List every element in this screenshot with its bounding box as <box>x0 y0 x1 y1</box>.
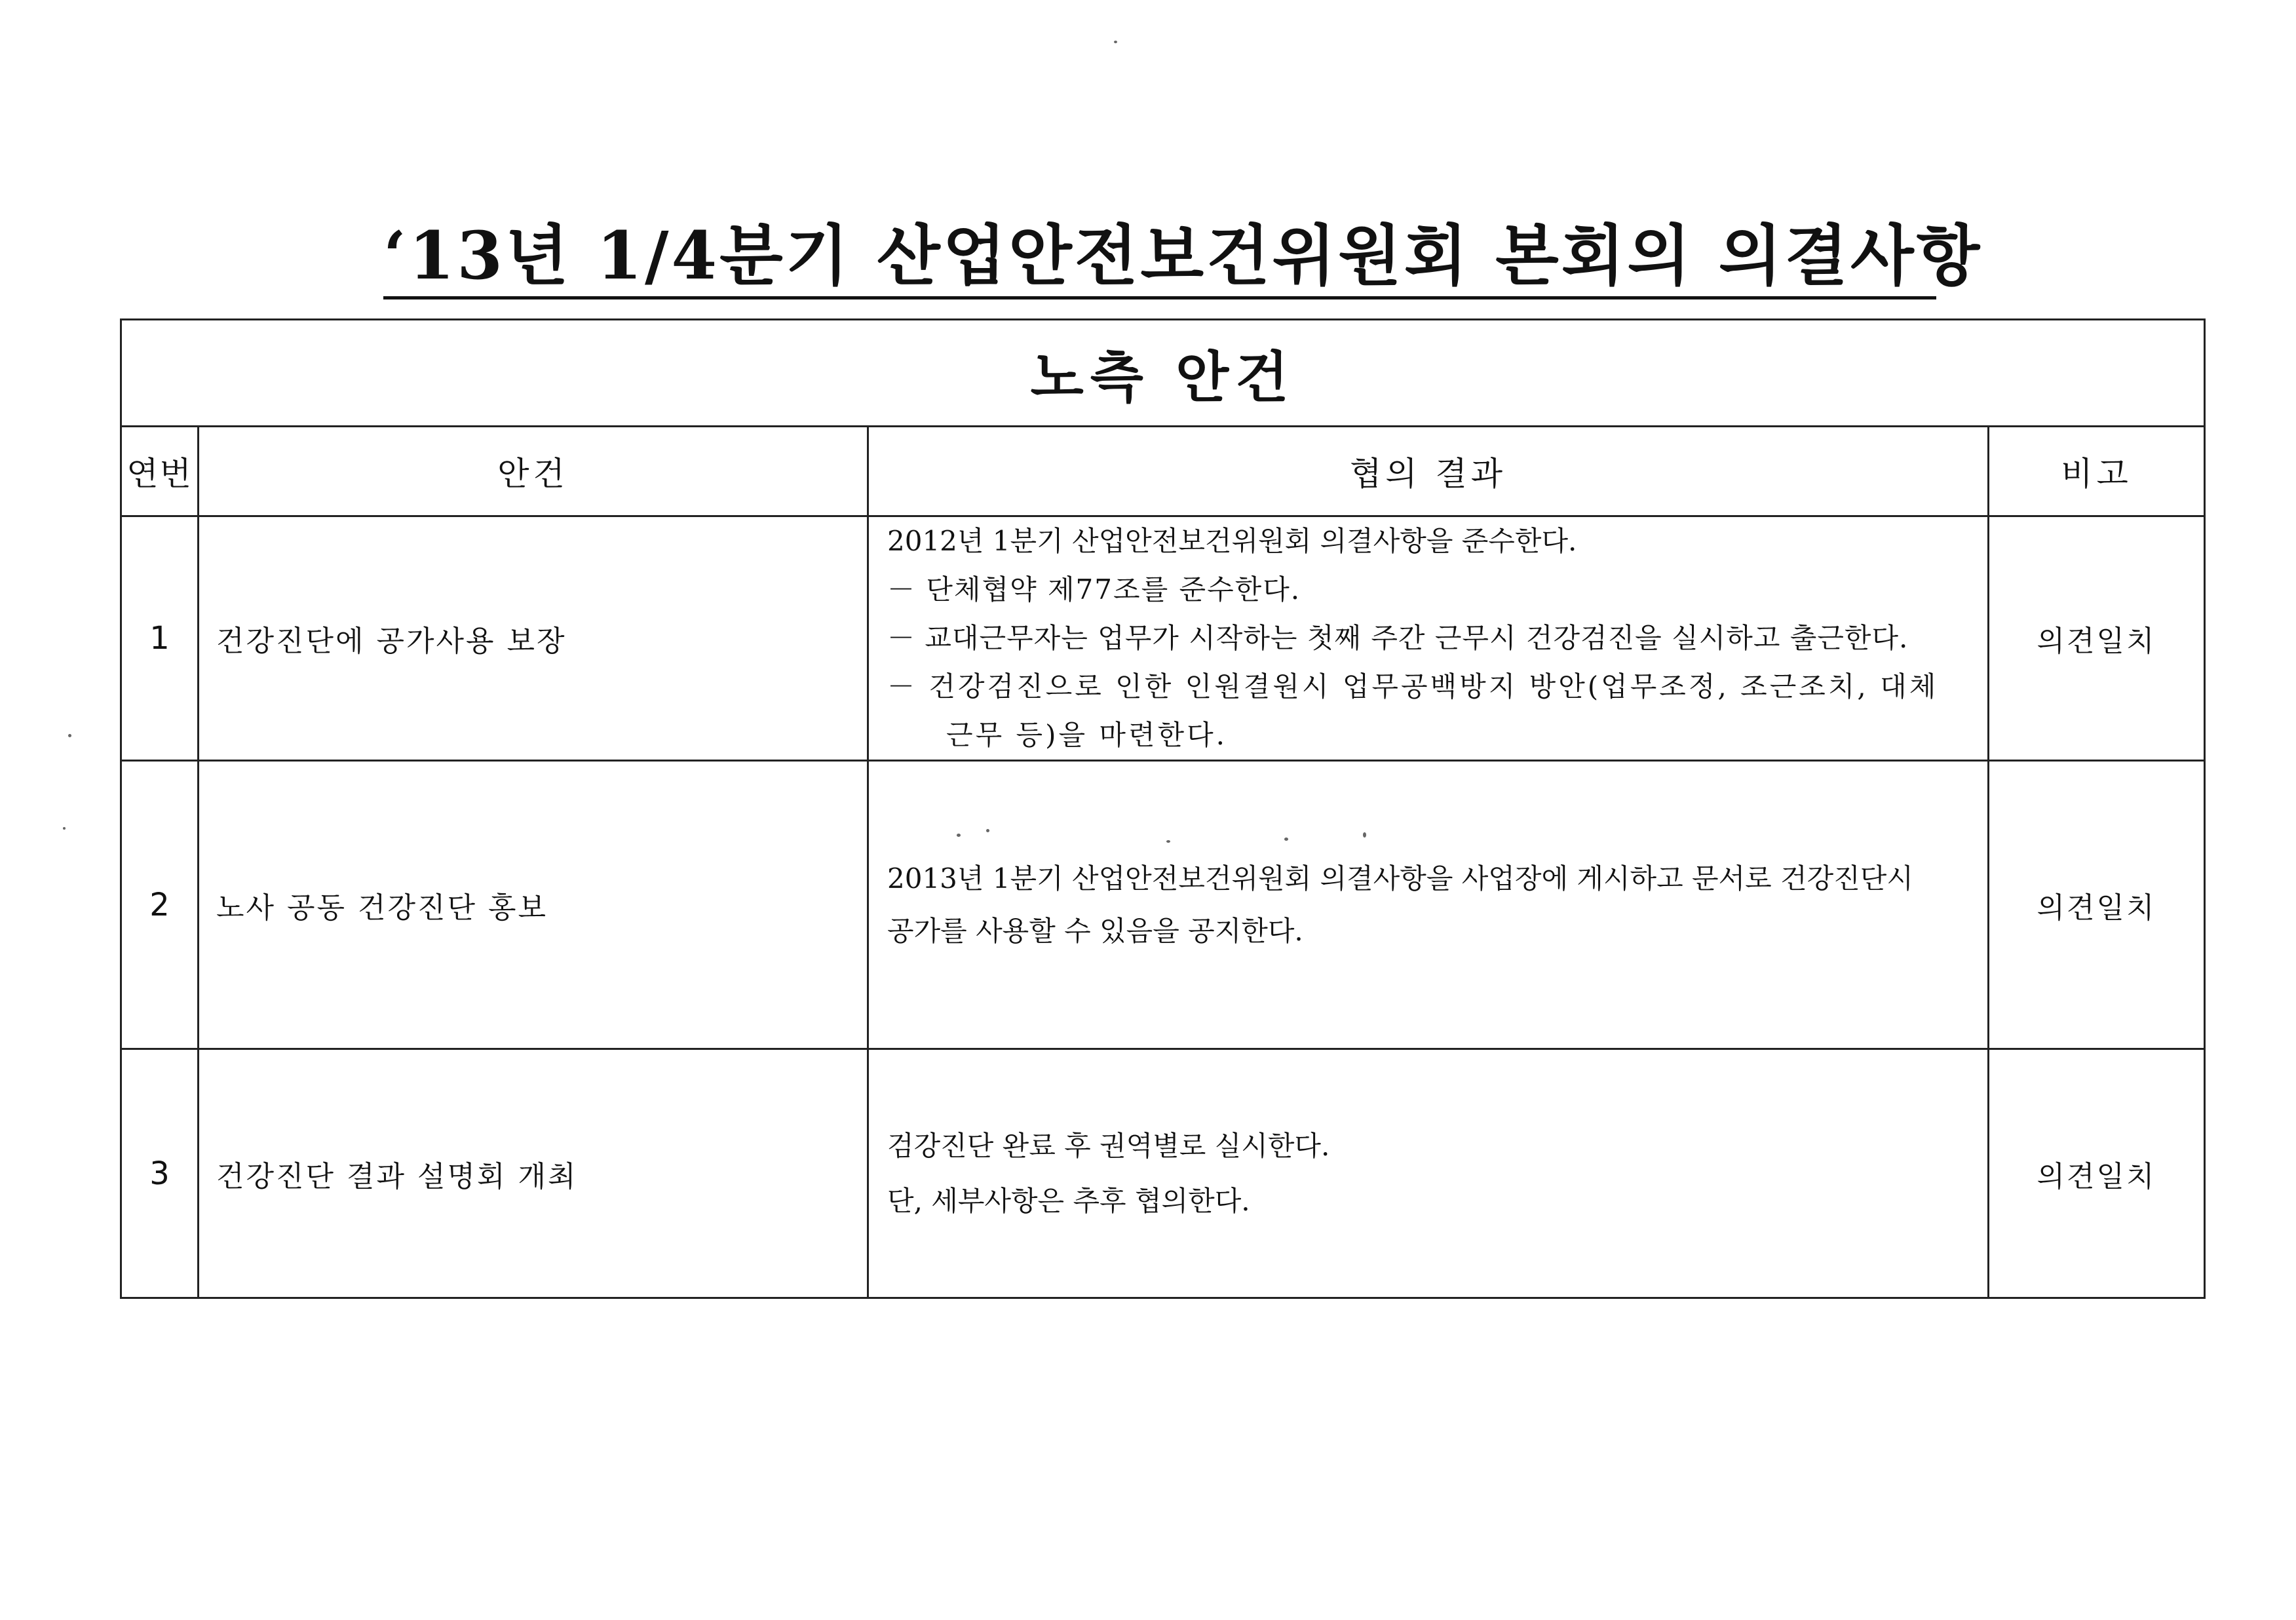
result-bullet: － 건강검진으로 인한 인원결원시 업무공백방지 방안(업무조정, 조근조치, 대체 <box>887 670 1939 703</box>
scan-speck <box>1363 832 1366 838</box>
agreement-result <box>868 516 1989 761</box>
agenda-item: 건강진단 결과 설명회 개최 <box>199 1049 868 1298</box>
result-bullet: － 교대근무자는 업무가 시작하는 첫째 주간 근무시 건강검진을 실시하고 출근한다. <box>887 622 1909 654</box>
header-no: 연번 <box>121 427 199 516</box>
section-header-row <box>121 320 2205 427</box>
result-line: 2013년 1분기 산업안전보건위원회 의결사항을 사업장에 게시하고 문서로 건강진단시 <box>887 862 1913 895</box>
result-bullet: － 단체협약 제77조를 준수한다. <box>887 573 1301 606</box>
agreement-result <box>868 1049 1989 1298</box>
result-line: 단, 세부사항은 추후 협의한다. <box>887 1184 1250 1217</box>
note: 의견일치 <box>1989 516 2205 761</box>
agenda-item: 노사 공동 건강진단 홍보 <box>199 761 868 1049</box>
note: 의견일치 <box>1989 761 2205 1049</box>
header-note: 비고 <box>1989 427 2205 516</box>
result-bullet-continuation: 근무 등)을 마련한다. <box>946 719 1228 751</box>
scan-speck <box>986 829 989 832</box>
scan-speck <box>957 834 961 837</box>
agreement-result <box>868 761 1989 1049</box>
scan-speck <box>1114 41 1117 43</box>
row-number: 1 <box>121 516 199 761</box>
note: 의견일치 <box>1989 1049 2205 1298</box>
header-result: 협의 결과 <box>868 427 1989 516</box>
result-line: 2012년 1분기 산업안전보건위원회 의결사항을 준수한다. <box>887 525 1577 557</box>
scan-speck <box>1166 840 1170 843</box>
section-title: 노측 안건 <box>121 320 2205 427</box>
scan-speck <box>1284 838 1288 841</box>
agenda-table <box>120 318 2206 1299</box>
header-item: 안건 <box>199 427 868 516</box>
title-underline <box>383 296 1936 299</box>
column-header-row <box>121 427 2205 516</box>
scan-speck <box>68 734 71 737</box>
document-title: ‘13년 1/4분기 산업안전보건위원회 본회의 의결사항 <box>383 217 1983 294</box>
result-line: 공가를 사용할 수 있음을 공지한다. <box>887 914 1303 947</box>
table-row <box>121 516 2205 761</box>
row-number: 3 <box>121 1049 199 1298</box>
row-number: 2 <box>121 761 199 1049</box>
scan-speck <box>63 827 66 830</box>
result-line: 검강진단 완료 후 권역별로 실시한다. <box>887 1129 1330 1162</box>
agenda-item: 건강진단에 공가사용 보장 <box>199 516 868 761</box>
table-row <box>121 1049 2205 1298</box>
table-row <box>121 761 2205 1049</box>
